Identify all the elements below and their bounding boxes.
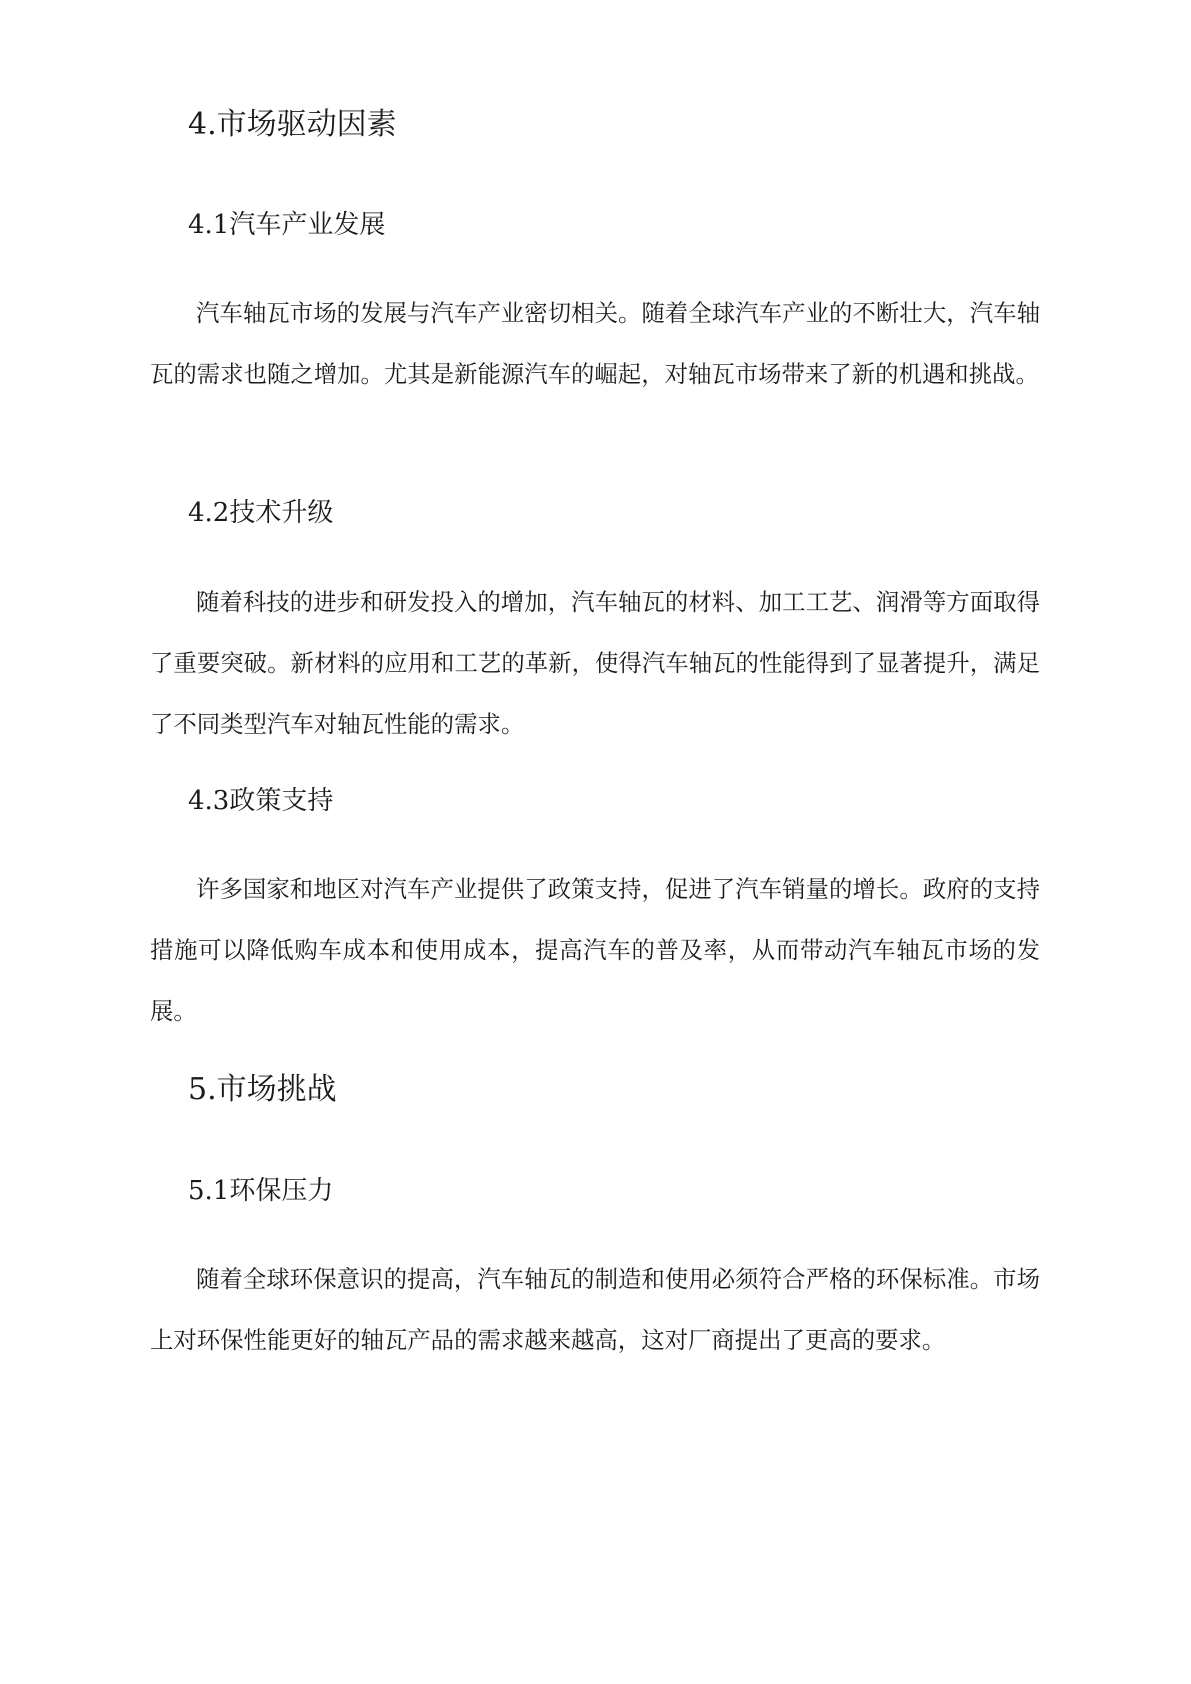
section-heading-5: 5.市场挑战 [188, 1072, 337, 1107]
paragraph-4-3: 许多国家和地区对汽车产业提供了政策支持，促进了汽车销量的增长。政府的支持措施可以降低购车成本和使用成本，提高汽车的普及率，从而带动汽车轴瓦市场的发展。 [150, 875, 1040, 1025]
paragraph-5-1: 随着全球环保意识的提高，汽车轴瓦的制造和使用必须符合严格的环保标准。市场上对环保性能更好的轴瓦产品的需求越来越高，这对厂商提出了更高的要求。 [150, 1265, 1040, 1354]
section-heading-4: 4.市场驱动因素 [188, 107, 397, 142]
subsection-heading-4-2: 4.2技术升级 [188, 498, 334, 528]
subsection-heading-4-3: 4.3政策支持 [188, 786, 334, 816]
subsection-heading-4-1: 4.1汽车产业发展 [188, 210, 386, 240]
subsection-heading-5-1: 5.1环保压力 [188, 1176, 334, 1206]
paragraph-4-2: 随着科技的进步和研发投入的增加，汽车轴瓦的材料、加工工艺、润滑等方面取得了重要突破。新材料的应用和工艺的革新，使得汽车轴瓦的性能得到了显著提升，满足了不同类型汽车对轴瓦性能的需求。 [150, 588, 1040, 738]
paragraph-4-1: 汽车轴瓦市场的发展与汽车产业密切相关。随着全球汽车产业的不断壮大，汽车轴瓦的需求也随之增加。尤其是新能源汽车的崛起，对轴瓦市场带来了新的机遇和挑战。 [150, 299, 1040, 388]
